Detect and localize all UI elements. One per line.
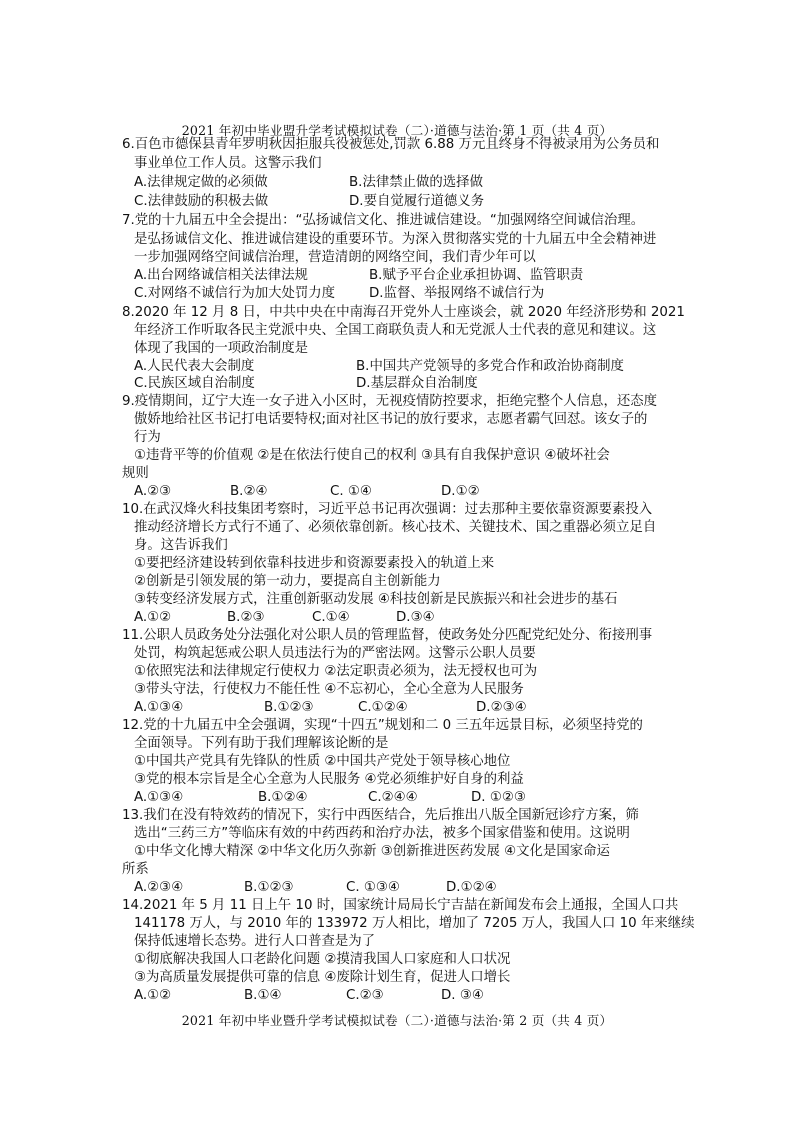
- q6-option-a: A.法律规定做的必须做: [134, 175, 268, 190]
- q10-item-1: ①要把经济建设转到依靠科技进步和资源要素投入的轨道上来: [134, 556, 495, 571]
- q9-option-d: D.①②: [441, 484, 480, 499]
- q11-items-line-1: ①依照宪法和法律规定行使权力 ②法定职责必须为，法无授权也可为: [134, 664, 538, 679]
- q9-option-a: A.②③: [134, 484, 172, 499]
- q14-option-d: D. ③④: [441, 988, 484, 1003]
- q8-option-c: C.民族区域自治制度: [134, 376, 255, 391]
- q13-option-a: A.②③④: [134, 880, 184, 895]
- page-header-top: 2021 年初中毕业盟升学考试模拟试卷（二）·道德与法治·第 1 页（共 4 页）: [181, 123, 613, 138]
- q10-stem-line-2: 推动经济增长方式行不通了、必须依靠创新。核心技术、关键技术、国之重器必须立足自: [134, 520, 657, 535]
- q12-items-line-1: ①中国共产党具有先锋队的性质 ②中国共产党处于领导核心地位: [134, 754, 511, 769]
- q14-stem-line-3: 保持低速增长态势。进行人口普查是为了: [134, 934, 376, 949]
- q13-items-line-2: 所系: [122, 862, 149, 877]
- q11-stem-line-2: 处罚，构筑起惩戒公职人员违法行为的严密法网。这警示公职人员要: [134, 646, 536, 661]
- q12-stem-line-1: 12.党的十九届五中全会强调，实现“十四五”规划和二 0 三五年远景目标，必须坚持党的: [122, 718, 643, 733]
- q8-stem-line-3: 体现了我国的一项政治制度是: [134, 341, 309, 356]
- q12-option-c: C.②④④: [368, 790, 418, 805]
- q9-stem-line-2: 傲娇地给社区书记打电话要特权;面对社区书记的放行要求，志愿者霸气回怼。该女子的: [134, 412, 648, 427]
- q10-stem-line-1: 10.在武汉烽火科技集团考察时，习近平总书记再次强调：过去那种主要依靠资源要素投入: [122, 502, 653, 517]
- q7-option-d: D.监督、举报网络不诚信行为: [369, 286, 545, 301]
- q13-stem-line-2: 选出“三药三方”等临床有效的中药西药和治疗办法，被多个国家借鉴和使用。这说明: [134, 826, 630, 841]
- q12-option-d: D. ①②③: [471, 790, 526, 805]
- q11-option-b: B.①②③: [264, 700, 314, 715]
- q14-stem-line-2: 141178 万人，与 2010 年的 133972 万人相比，增加了 7205 万人，我国人口 10 年来继续: [134, 916, 695, 931]
- q14-option-b: B.①④: [244, 988, 282, 1003]
- q8-option-d: D.基层群众自治制度: [356, 376, 478, 391]
- q6-option-d: D.要自觉履行道德义务: [349, 194, 485, 209]
- q7-option-b: B.赋予平台企业承担协调、监管职责: [369, 268, 584, 283]
- q12-option-a: A.①③④: [134, 790, 184, 805]
- q7-option-a: A.出台网络诚信相关法律法规: [134, 268, 308, 283]
- q10-stem-line-3: 身。这告诉我们: [134, 538, 228, 553]
- q9-option-c: C. ①④: [330, 484, 372, 499]
- q13-option-b: B.①②③: [244, 880, 294, 895]
- q13-option-c: C. ①③④: [346, 880, 400, 895]
- q8-option-a: A.人民代表大会制度: [134, 359, 255, 374]
- q13-stem-line-1: 13.我们在没有特效药的情况下，实行中西医结合，先后推出八版全国新冠诊疗方案，筛: [122, 808, 639, 823]
- q13-items-line-1: ①中华文化博大精深 ②中华文化历久弥新 ③创新推进医药发展 ④文化是国家命运: [134, 844, 610, 859]
- q13-option-d: D.①②④: [446, 880, 497, 895]
- q6-stem-line-2: 事业单位工作人员。这警示我们: [134, 156, 322, 171]
- q7-option-c: C.对网络不诚信行为加大处罚力度: [134, 286, 336, 301]
- q8-stem-line-2: 年经济工作听取各民主党派中央、全国工商联负责人和无党派人士代表的意见和建议。这: [134, 323, 657, 338]
- q10-option-c: C.①④: [312, 610, 350, 625]
- q14-stem-line-1: 14.2021 年 5 月 11 日上午 10 时，国家统计局局长宁吉喆在新闻发布会上通报，全国人口共: [122, 898, 679, 913]
- q10-item-3-4: ③转变经济发展方式，注重创新驱动发展 ④科技创新是民族振兴和社会进步的基石: [134, 592, 618, 607]
- q6-option-c: C.法律鼓励的积极去做: [134, 194, 269, 209]
- q9-stem-line-3: 行为: [134, 430, 161, 445]
- page-header-bottom: 2021 年初中毕业暨升学考试模拟试卷（二）·道德与法治·第 2 页（共 4 页）: [181, 1013, 613, 1028]
- q9-items-line-2: 规则: [122, 466, 149, 481]
- q8-option-b: B.中国共产党领导的多党合作和政治协商制度: [356, 359, 624, 374]
- q10-option-a: A.①②: [134, 610, 172, 625]
- q10-option-b: B.②③: [227, 610, 265, 625]
- q11-option-c: C.①②④: [358, 700, 408, 715]
- q9-stem-line-1: 9.疫情期间，辽宁大连一女子进入小区时，无视疫情防控要求，拒绝完整个人信息，还态度: [122, 394, 658, 409]
- q11-option-a: A.①③④: [134, 700, 184, 715]
- q7-stem-line-2: 是弘扬诚信文化、推进诚信建设的重要环节。为深入贯彻落实党的十九届五中全会精神进: [134, 232, 657, 247]
- q11-option-d: D.②③④: [476, 700, 527, 715]
- q10-option-d: D.③④: [396, 610, 435, 625]
- q14-option-c: C.②③: [346, 988, 384, 1003]
- q7-stem-line-1: 7.党的十九届五中全会提出：“弘扬诚信文化、推进诚信建设。“加强网络空间诚信治理。: [122, 213, 645, 228]
- q9-items-line-1: ①违背平等的价值观 ②是在依法行使自己的权利 ③具有自我保护意识 ④破坏社会: [134, 448, 610, 463]
- q11-stem-line-1: 11.公职人员政务处分法强化对公职人员的管理监督，使政务处分匹配党纪处分、衔接刑事: [122, 628, 653, 643]
- q10-item-2: ②创新是引领发展的第一动力，要提高自主创新能力: [134, 574, 441, 589]
- q14-items-line-1: ①彻底解决我国人口老龄化问题 ②摸清我国人口家庭和人口状况: [134, 952, 511, 967]
- q12-option-b: B.①②④: [258, 790, 308, 805]
- q14-items-line-2: ③为高质量发展提供可靠的信息 ④废除计划生育，促进人口增长: [134, 970, 511, 985]
- q9-option-b: B.②④: [230, 484, 268, 499]
- q8-stem-line-1: 8.2020 年 12 月 8 日，中共中央在中南海召开党外人士座谈会，就 2020 年经济形势和 2021: [122, 305, 685, 320]
- q6-option-b: B.法律禁止做的选择做: [349, 175, 483, 190]
- q6-stem-line-1: 6.百色市德保县青年罗明秋因拒服兵役被惩处,罚款 6.88 万元且终身不得被录用为公务员和: [122, 137, 660, 152]
- q7-stem-line-3: 一步加强网络空间诚信治理，营造清朗的网络空间，我们青少年可以: [134, 250, 536, 265]
- q12-stem-line-2: 全面领导。下列有助于我们理解该论断的是: [134, 736, 389, 751]
- q12-items-line-2: ③党的根本宗旨是全心全意为人民服务 ④党必须维护好自身的利益: [134, 772, 524, 787]
- q14-option-a: A.①②: [134, 988, 172, 1003]
- q11-items-line-2: ③带头守法，行使权力不能任性 ④不忘初心，全心全意为人民服务: [134, 682, 524, 697]
